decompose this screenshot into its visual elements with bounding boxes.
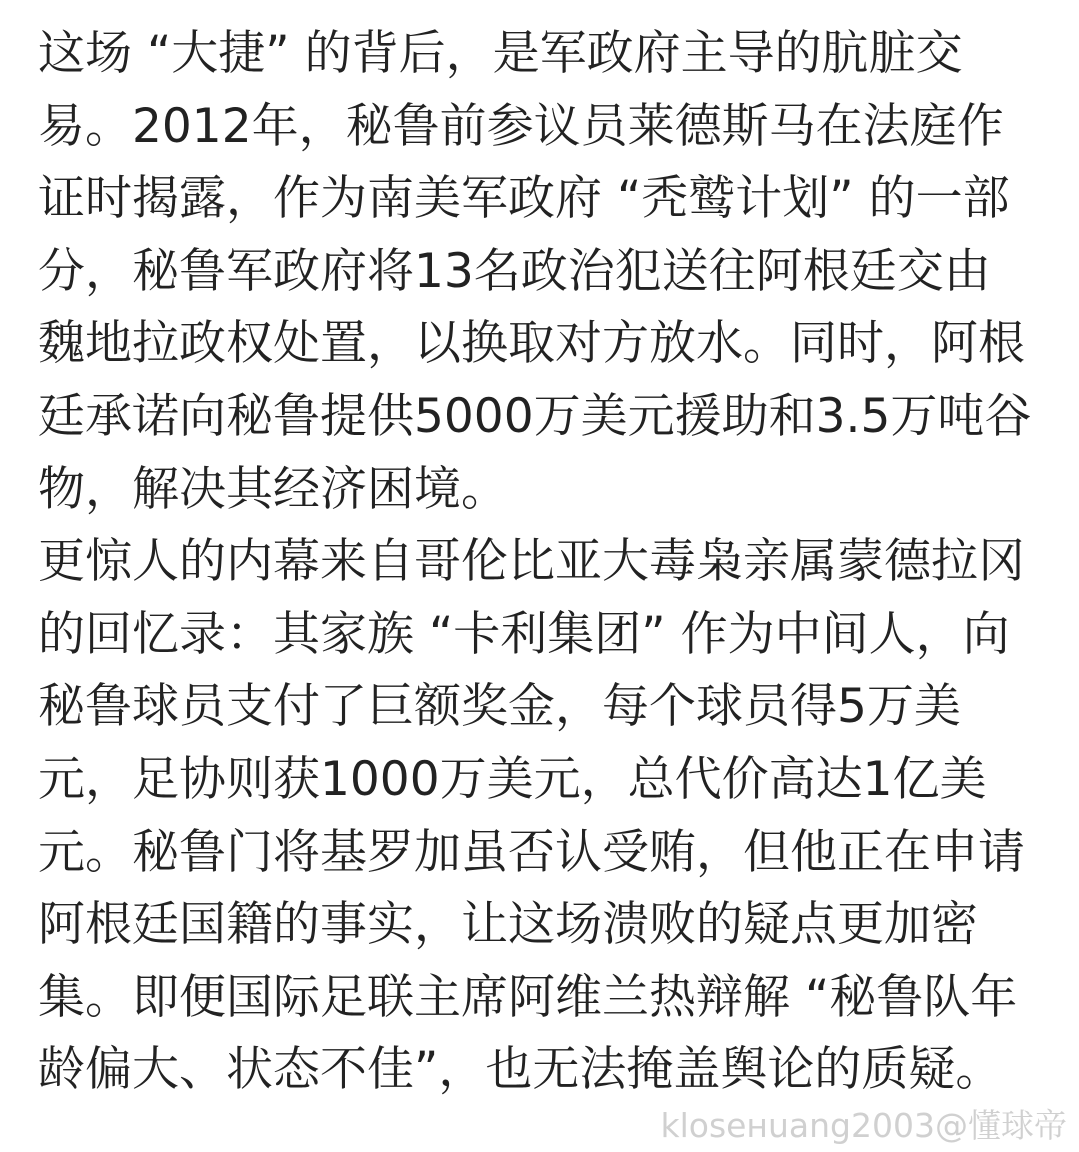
text-line: 的回忆录：其家族 “卡利集团” 作为中间人，向 [38,606,1010,662]
text-line: 阿根廷国籍的事实，让这场溃败的疑点更加密 [38,897,978,953]
text-line: 元。秘鲁门将基罗加虽否认受贿，但他正在申请 [38,824,1025,880]
text-line: 秘鲁球员支付了巨额奖金，每个球员得5万美 [38,679,961,735]
text-line: 易。2012年，秘鲁前参议员莱德斯马在法庭作 [38,98,1004,154]
text-line: 集。即便国际足联主席阿维兰热辩解 “秘鲁队年 [38,969,1018,1025]
text-line: 这场 “大捷” 的背后，是军政府主导的肮脏交 [38,26,963,81]
text-line: 证时揭露，作为南美军政府 “秃鹫计划” 的一部 [38,171,1010,227]
article-body [38,18,1058,1107]
watermark: kloseнuang2003@懂球帝 [660,1106,1067,1145]
text-line: 魏地拉政权处置，以换取对方放水。同时，阿根 [38,316,1025,372]
text-line: 龄偏大、状态不佳”，也无法掩盖舆论的质疑。 [38,1042,1003,1098]
text-line: 元，足协则获1000万美元，总代价高达1亿美 [38,751,987,807]
text-line: 廷承诺向秘鲁提供5000万美元援助和3.5万吨谷 [38,388,1032,444]
text-line: 更惊人的内幕来自哥伦比亚大毒枭亲属蒙德拉冈 [38,534,1025,590]
text-line: 物，解决其经济困境。 [38,461,508,517]
text-line: 分，秘鲁军政府将13名政治犯送往阿根廷交由 [38,243,991,299]
